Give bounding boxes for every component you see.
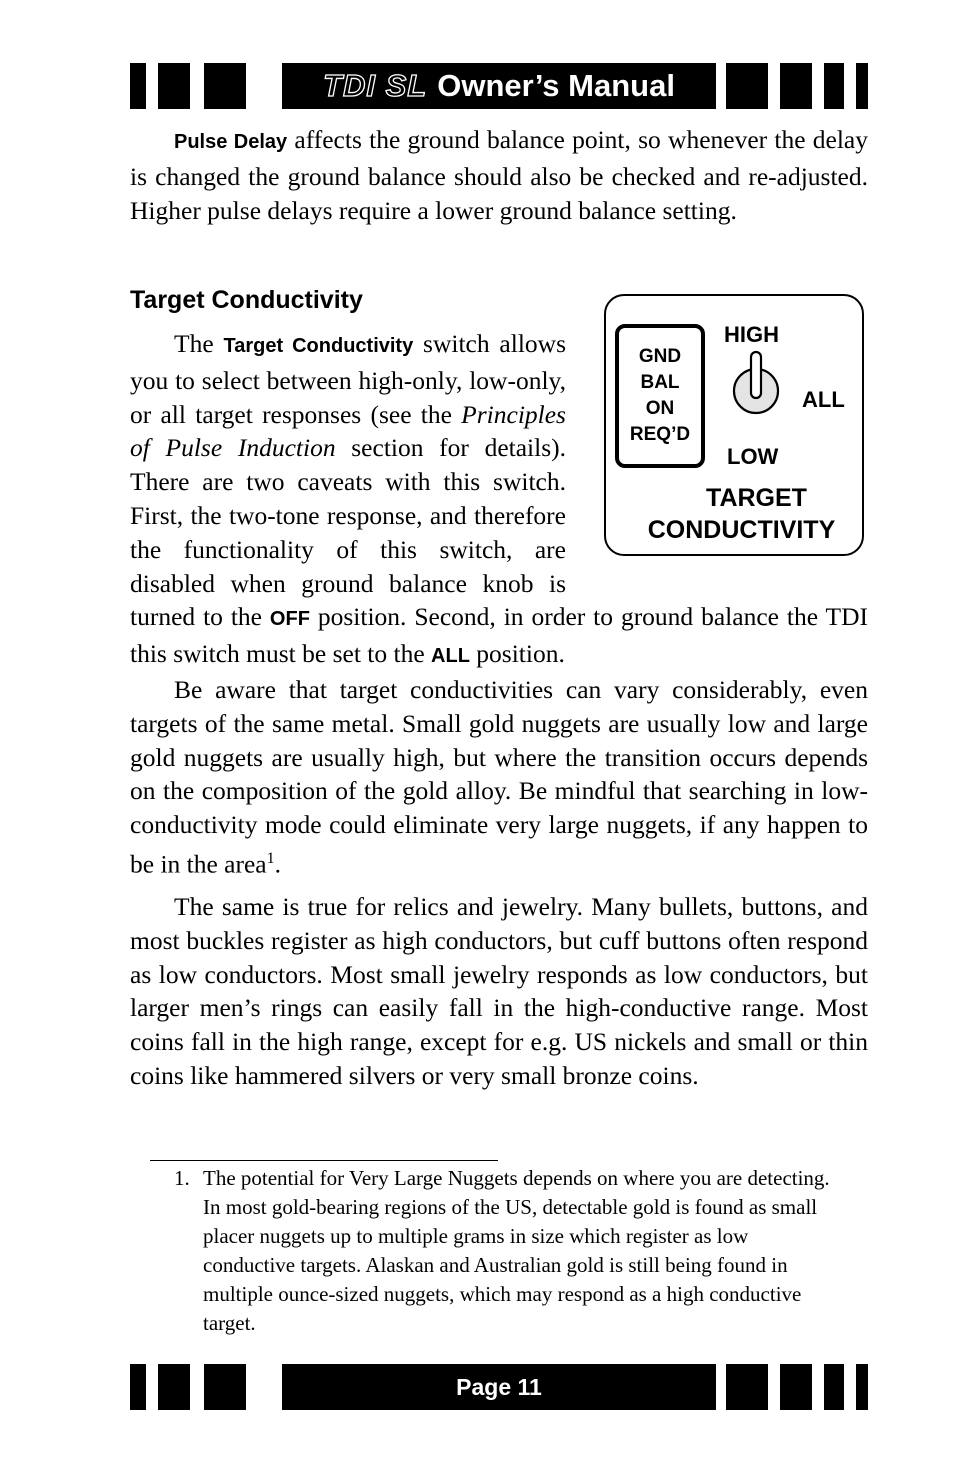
header-stripe xyxy=(726,63,768,109)
gnd-bal-indicator: GND BAL ON REQ’D xyxy=(615,324,705,468)
header-stripe xyxy=(158,63,190,109)
footer-stripe xyxy=(158,1364,190,1410)
footnote-divider xyxy=(150,1160,498,1161)
model-name: TDI SL xyxy=(323,68,428,103)
target-conductivity-paragraph: The Target Conductivity switch allows you to select between high-only, low-only, or all target responses (see the Principles of Pulse Induction section for details). There are two caveats with this switch. First, the two-tone response, and therefore the functionality of this switch, are disabled when ground balance knob is turned to the OFF position. Second, in order to ground balance the TDI this switch must be set to the ALL position. xyxy=(130,329,868,669)
footnote-number: 1. xyxy=(174,1166,190,1190)
low-label: LOW xyxy=(727,444,779,469)
toggle-switch-icon xyxy=(731,348,781,418)
footer-bar xyxy=(130,1364,868,1410)
section-reference: Principles of Pulse Induction xyxy=(130,399,566,463)
all-label: ALL xyxy=(802,387,845,412)
manual-title: Owner’s Manual xyxy=(437,68,675,103)
footnote-text: The potential for Very Large Nuggets depends on where you are detecting. In most gold-bearing regions of the US, detectable gold is found as small placer nuggets up to multiple grams in size which register as low conductive targets. Alaskan and Australian gold is still being found in multiple ounce-sized nuggets, which may respond as a high conductive target. xyxy=(203,1166,830,1335)
footer-stripe xyxy=(824,1364,844,1410)
header-stripe xyxy=(780,63,812,109)
footnote xyxy=(174,1164,834,1338)
section-heading: Target Conductivity xyxy=(130,286,363,314)
header-stripe xyxy=(856,63,868,109)
relics-jewelry-paragraph: The same is true for relics and jewelry. Many bullets, buttons, and most buckles register as high conductors, but cuff buttons often respond as low conductors. Most small jewelry responds as low conductors, but larger men’s rings can easily fall in the high-conductive range. Most coins fall in the high range, except for e.g. US nickels and small or thin coins like hammered silvers or very small bronze coins. xyxy=(130,892,868,1090)
footnote-ref[interactable]: 1 xyxy=(266,849,275,867)
switch-name: Target Conductivity xyxy=(223,335,414,357)
target-conductivity-panel xyxy=(604,294,864,556)
footer-stripe xyxy=(204,1364,246,1410)
conductivity-variation-paragraph: Be aware that target conductivities can vary considerably, even targets of the same metal. Small gold nuggets are usually low and large gold nuggets are usually high, but where the transition occurs depends on the composition of the gold alloy. Be mindful that searching in low-conductivity mode could eliminate very large nuggets, if any happen to be in the area$^1$. xyxy=(130,675,868,879)
header-title-block xyxy=(282,63,716,109)
all-term: ALL xyxy=(431,645,470,668)
footer-stripe xyxy=(856,1364,868,1410)
page-number: Page 11 xyxy=(282,1364,716,1410)
footer-stripe xyxy=(130,1364,146,1410)
high-label: HIGH xyxy=(724,322,779,347)
header-stripe xyxy=(824,63,844,109)
footer-stripe xyxy=(726,1364,768,1410)
header-stripe xyxy=(130,63,146,109)
footer-stripe xyxy=(780,1364,812,1410)
header-bar xyxy=(130,63,868,109)
pulse-delay-term: Pulse Delay xyxy=(174,131,288,153)
off-term: OFF xyxy=(269,608,310,631)
panel-caption: TARGET CONDUCTIVITY xyxy=(647,484,836,544)
header-stripe xyxy=(204,63,246,109)
pulse-delay-paragraph: Pulse Delay affects the ground balance point, so whenever the delay is changed the ground balance should also be checked and re-adjusted. Higher pulse delays require a lower ground balance setting. xyxy=(130,125,868,225)
